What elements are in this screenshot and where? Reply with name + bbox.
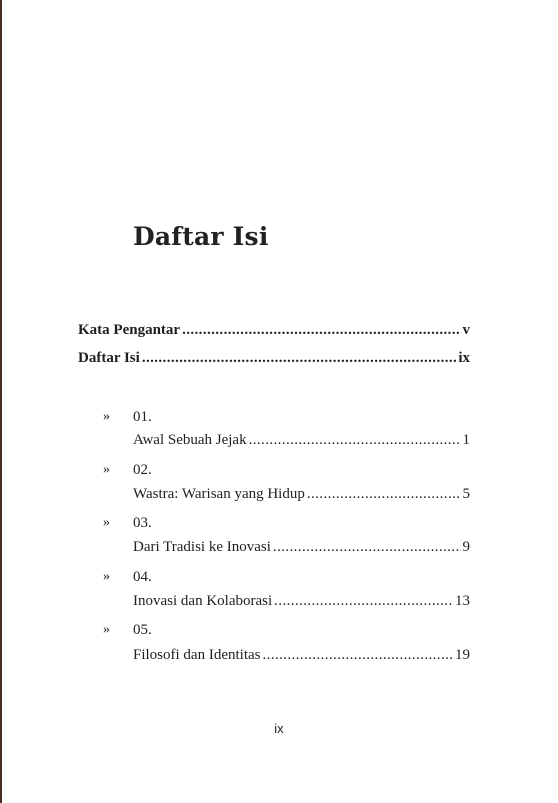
chapter-number: 04. xyxy=(133,569,152,585)
toc-entry-label: Daftar Isi xyxy=(78,350,140,366)
left-border-line xyxy=(0,0,2,803)
toc-entry-page: v xyxy=(462,322,470,338)
chapter-page: 1 xyxy=(462,432,470,448)
chapter-title: Wastra: Warisan yang Hidup xyxy=(133,486,305,502)
page-title: Daftar Isi xyxy=(133,222,269,251)
toc-entry-chapter-03[interactable] xyxy=(133,539,470,556)
dot-leader xyxy=(273,539,461,556)
chapter-title: Dari Tradisi ke Inovasi xyxy=(133,539,271,555)
chapter-number: 01. xyxy=(133,409,152,425)
chapter-bullet-icon: » xyxy=(103,622,110,637)
chapter-bullet-icon: » xyxy=(103,462,110,477)
chapter-title: Inovasi dan Kolaborasi xyxy=(133,593,273,609)
toc-entry-chapter-01[interactable] xyxy=(133,432,470,449)
page-number-footer: ix xyxy=(274,721,284,736)
chapter-bullet-icon: » xyxy=(103,409,110,424)
chapter-page: 19 xyxy=(455,647,470,663)
toc-entry-chapter-04[interactable] xyxy=(133,593,470,610)
chapter-page: 9 xyxy=(462,539,470,555)
toc-entry-page: ix xyxy=(458,350,470,366)
chapter-number: 05. xyxy=(133,622,152,638)
dot-leader xyxy=(274,593,453,610)
toc-entry-kata-pengantar[interactable] xyxy=(78,322,470,339)
dot-leader xyxy=(263,647,454,664)
chapter-number: 02. xyxy=(133,462,152,478)
chapter-number: 03. xyxy=(133,515,152,531)
chapter-page: 13 xyxy=(455,593,470,609)
chapter-title: Awal Sebuah Jejak xyxy=(133,432,247,448)
toc-entry-label: Kata Pengantar xyxy=(78,322,181,338)
toc-entry-daftar-isi[interactable] xyxy=(78,350,470,367)
toc-entry-chapter-05[interactable] xyxy=(133,647,470,664)
dot-leader xyxy=(307,486,461,503)
chapter-title: Filosofi dan Identitas xyxy=(133,647,261,663)
toc-entry-chapter-02[interactable] xyxy=(133,486,470,503)
chapter-page: 5 xyxy=(462,486,470,502)
chapter-bullet-icon: » xyxy=(103,569,110,584)
chapter-bullet-icon: » xyxy=(103,515,110,530)
dot-leader xyxy=(249,432,461,449)
dot-leader xyxy=(142,350,457,367)
dot-leader xyxy=(182,322,460,339)
